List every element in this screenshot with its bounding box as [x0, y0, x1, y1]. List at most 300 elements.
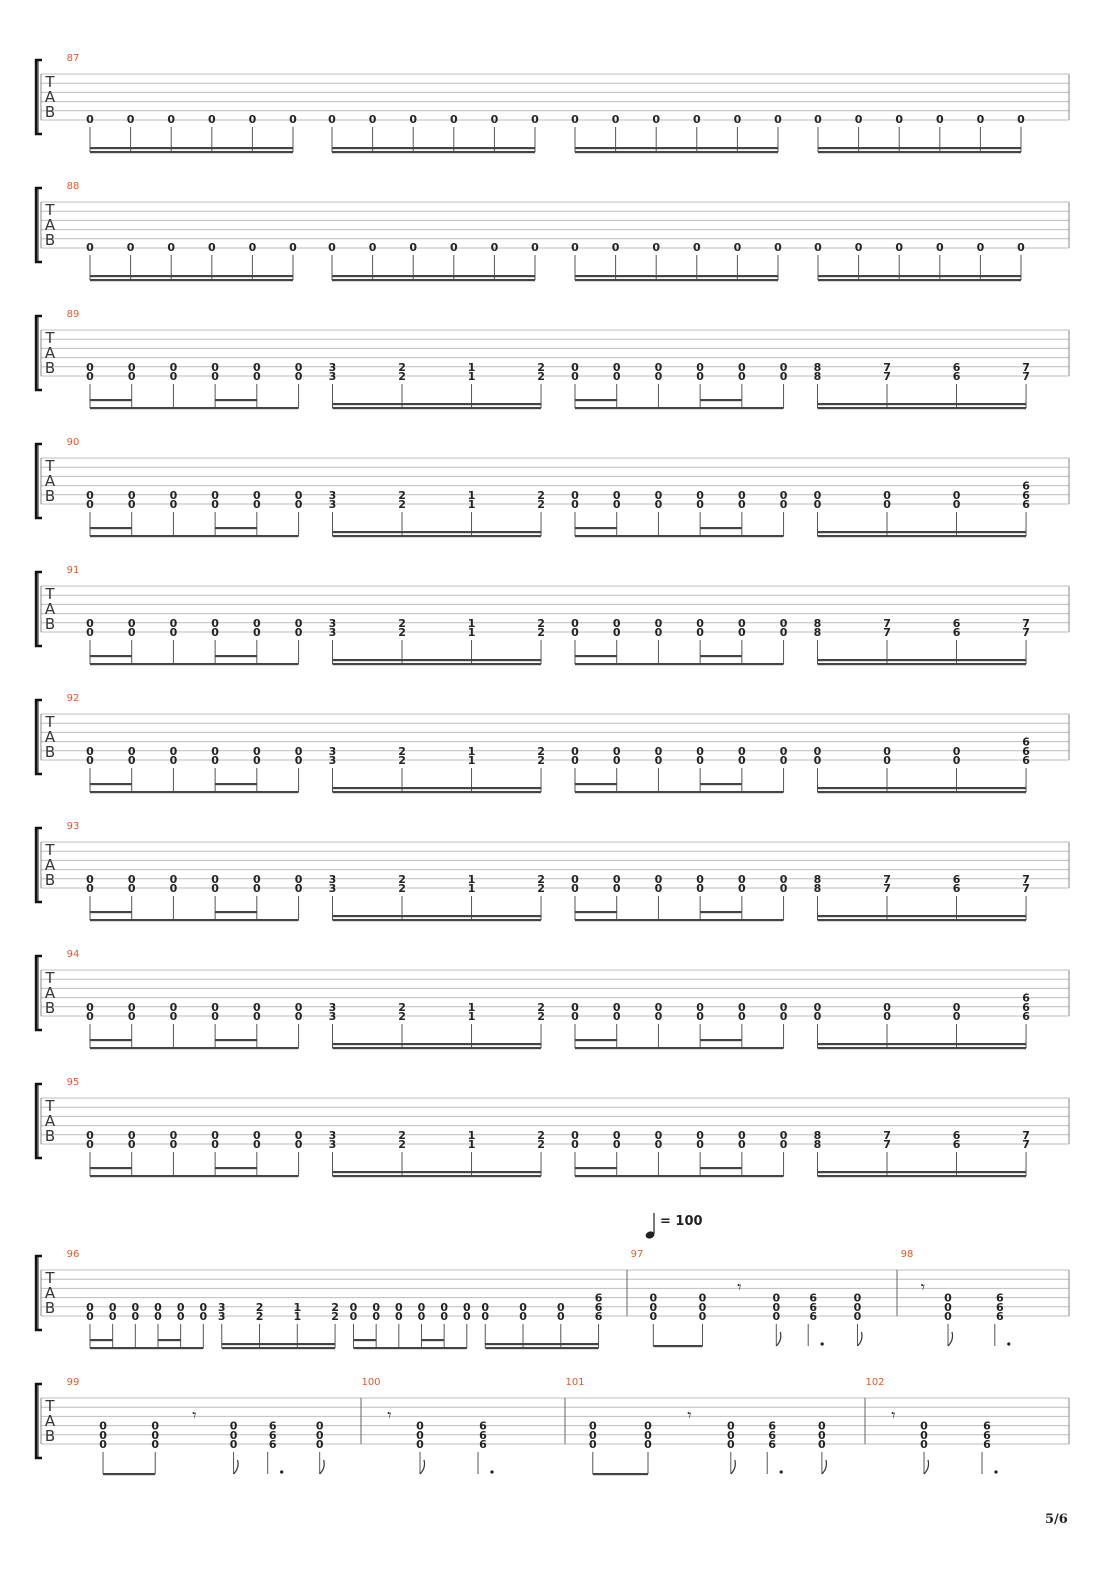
fret-number: 0: [229, 1438, 238, 1451]
fret-number: 0: [654, 744, 663, 758]
fret-number: 0: [211, 872, 219, 886]
fret-number: 0: [779, 872, 788, 886]
fret-number: 0: [696, 754, 704, 767]
fret-number: 3: [328, 1000, 337, 1014]
measure-number: 98: [900, 1249, 914, 1260]
fret-number: 0: [86, 1138, 94, 1151]
fret-number: 0: [462, 1300, 471, 1314]
fret-number: 0: [416, 1419, 424, 1433]
measure-number: 92: [66, 693, 80, 704]
fret-number: 1: [467, 1000, 476, 1014]
fret-number: 0: [417, 1310, 426, 1323]
beam: [485, 1347, 598, 1349]
fret-number: 0: [294, 616, 303, 630]
beam-secondary: [90, 655, 132, 657]
eighth-rest-icon: 𝄾: [387, 1405, 392, 1425]
tab-system: [36, 821, 1069, 921]
fret-number: 0: [654, 498, 663, 511]
tab-clef-letter-a: A: [44, 600, 56, 618]
fret-number: 0: [211, 744, 219, 758]
fret-number: 0: [86, 360, 94, 374]
fret-number: 0: [571, 241, 579, 254]
beam-secondary: [90, 399, 132, 401]
fret-number: 0: [976, 241, 985, 254]
fret-number: 0: [814, 241, 822, 254]
beam: [90, 407, 299, 409]
fret-number: 0: [698, 1300, 707, 1314]
tab-clef-letter-a: A: [44, 344, 56, 362]
fret-number: 3: [328, 370, 337, 383]
tab-system: [36, 53, 1069, 153]
tab-system: [36, 181, 1069, 281]
fret-number: 0: [207, 241, 216, 254]
fret-number: 0: [531, 113, 539, 126]
fret-number: 0: [169, 1010, 178, 1023]
fret-number: 0: [654, 360, 663, 374]
fret-number: 0: [779, 882, 788, 895]
fret-number: 0: [696, 616, 704, 630]
fret-number: 0: [253, 616, 261, 630]
fret-number: 0: [612, 1138, 621, 1151]
fret-number: 6: [268, 1419, 277, 1433]
fret-number: 6: [809, 1291, 818, 1305]
fret-number: 0: [416, 1438, 424, 1451]
fret-number: 1: [467, 872, 476, 886]
tempo-value: = 100: [660, 1214, 703, 1229]
fret-number: 0: [571, 1010, 579, 1023]
fret-number: 6: [479, 1438, 487, 1451]
beam: [818, 531, 1027, 533]
fret-number: 0: [738, 744, 746, 758]
fret-number: 1: [467, 616, 476, 630]
beam: [485, 1343, 598, 1345]
fret-number: 0: [818, 1428, 826, 1442]
fret-number: 1: [467, 744, 476, 758]
fret-number: 0: [127, 1138, 136, 1151]
fret-number: 0: [738, 1138, 746, 1151]
fret-number: 0: [440, 1300, 448, 1314]
fret-number: 0: [738, 1128, 746, 1142]
tab-clef-letter-b: B: [44, 999, 56, 1017]
note-flag: [948, 1332, 953, 1346]
fret-number: 0: [289, 113, 297, 126]
fret-number: 0: [349, 1300, 358, 1314]
fret-number: 2: [331, 1310, 339, 1323]
beam: [818, 147, 1021, 149]
beam: [818, 407, 1027, 409]
fret-number: 3: [328, 1010, 337, 1023]
fret-number: 0: [126, 113, 135, 126]
beam: [575, 151, 778, 153]
beam: [222, 1347, 335, 1349]
fret-number: 0: [649, 1291, 658, 1305]
fret-number: 0: [813, 754, 822, 767]
beam-secondary: [215, 527, 257, 529]
tab-clef-letter-a: A: [44, 1112, 56, 1130]
fret-number: 0: [253, 626, 261, 639]
fret-number: 0: [571, 626, 579, 639]
fret-number: 0: [952, 498, 961, 511]
fret-number: 0: [952, 744, 961, 758]
beam: [90, 1347, 203, 1349]
fret-number: 0: [462, 1310, 471, 1323]
measure-number: 88: [66, 181, 80, 192]
fret-number: 0: [449, 113, 458, 126]
fret-number: 0: [127, 1000, 136, 1014]
beam-secondary: [90, 783, 132, 785]
fret-number: 0: [253, 488, 261, 502]
fret-number: 0: [696, 498, 704, 511]
fret-number: 2: [255, 1310, 264, 1323]
beam: [818, 1043, 1027, 1045]
fret-number: 0: [294, 744, 303, 758]
fret-number: 0: [738, 1000, 746, 1014]
fret-number: 0: [772, 1291, 781, 1305]
fret-number: 0: [696, 360, 704, 374]
fret-number: 0: [571, 872, 579, 886]
fret-number: 0: [253, 1010, 261, 1023]
beam: [332, 151, 535, 153]
fret-number: 0: [211, 626, 219, 639]
beam: [593, 1473, 648, 1475]
fret-number: 0: [738, 1010, 746, 1023]
fret-number: 0: [86, 370, 94, 383]
measure-number: 89: [66, 309, 80, 320]
fret-number: 0: [99, 1438, 107, 1451]
fret-number: 0: [86, 1310, 94, 1323]
fret-number: 0: [738, 626, 746, 639]
fret-number: 0: [952, 1000, 961, 1014]
fret-number: 0: [127, 1128, 136, 1142]
fret-number: 0: [253, 882, 261, 895]
fret-number: 0: [813, 744, 822, 758]
beam-secondary: [90, 1339, 113, 1341]
fret-number: 0: [394, 1310, 403, 1323]
tempo-marking: [645, 1213, 703, 1240]
fret-number: 0: [154, 1310, 162, 1323]
beam: [90, 275, 293, 277]
fret-number: 0: [154, 1300, 162, 1314]
fret-number: 0: [733, 241, 742, 254]
beam: [575, 279, 778, 281]
fret-number: 0: [1017, 113, 1025, 126]
beam: [332, 275, 535, 277]
fret-number: 6: [809, 1300, 818, 1314]
tab-clef-letter-a: A: [44, 1412, 56, 1430]
fret-number: 6: [1022, 754, 1030, 767]
fret-number: 0: [556, 1300, 565, 1314]
fret-number: 0: [654, 1128, 663, 1142]
beam: [354, 1347, 467, 1349]
fret-number: 0: [169, 882, 178, 895]
beam: [575, 663, 784, 665]
beam-secondary: [158, 1339, 181, 1341]
fret-number: 0: [519, 1300, 527, 1314]
beam: [575, 535, 784, 537]
beam-secondary: [575, 783, 617, 785]
fret-number: 0: [127, 882, 136, 895]
fret-number: 2: [398, 498, 406, 511]
fret-number: 0: [169, 1138, 178, 1151]
fret-number: 0: [176, 1300, 185, 1314]
fret-number: 0: [779, 1010, 788, 1023]
measure-number: 97: [630, 1249, 644, 1260]
fret-number: 3: [328, 488, 337, 502]
fret-number: 0: [738, 616, 746, 630]
fret-number: 0: [654, 882, 663, 895]
fret-number: 3: [328, 626, 337, 639]
fret-number: 8: [813, 360, 822, 374]
dot-icon: [490, 1470, 493, 1473]
fret-number: 0: [612, 744, 621, 758]
fret-number: 0: [779, 616, 788, 630]
fret-number: 7: [1022, 616, 1030, 630]
fret-number: 3: [328, 872, 337, 886]
fret-number: 2: [398, 872, 406, 886]
fret-number: 6: [479, 1419, 487, 1433]
fret-number: 0: [726, 1419, 735, 1433]
fret-number: 0: [644, 1419, 652, 1433]
beam-secondary: [421, 1339, 444, 1341]
fret-number: 0: [692, 241, 701, 254]
fret-number: 0: [86, 1300, 94, 1314]
measure-number: 87: [66, 53, 80, 64]
tab-clef-letter-b: B: [44, 487, 56, 505]
fret-number: 0: [294, 370, 303, 383]
measure-number: 93: [66, 821, 80, 832]
fret-number: 0: [294, 360, 303, 374]
fret-number: 6: [1022, 1000, 1030, 1014]
beam: [575, 791, 784, 793]
fret-number: 6: [1022, 991, 1030, 1005]
fret-number: 0: [738, 360, 746, 374]
fret-number: 0: [698, 1291, 707, 1305]
fret-number: 0: [409, 113, 418, 126]
beam: [222, 1343, 335, 1345]
fret-number: 0: [774, 113, 782, 126]
fret-number: 0: [127, 744, 136, 758]
fret-number: 7: [1022, 1128, 1030, 1142]
fret-number: 6: [952, 872, 961, 886]
fret-number: 0: [612, 488, 621, 502]
tab-clef-letter-b: B: [44, 615, 56, 633]
fret-number: 0: [169, 744, 178, 758]
fret-number: 3: [328, 744, 337, 758]
fret-number: 7: [883, 616, 891, 630]
fret-number: 0: [176, 1310, 185, 1323]
fret-number: 0: [895, 113, 904, 126]
fret-number: 0: [368, 241, 377, 254]
dot-icon: [821, 1342, 824, 1345]
fret-number: 6: [952, 1128, 961, 1142]
fret-number: 0: [127, 872, 136, 886]
fret-number: 0: [289, 241, 297, 254]
fret-number: 0: [883, 1010, 891, 1023]
fret-number: 0: [696, 626, 704, 639]
fret-number: 0: [86, 872, 94, 886]
fret-number: 0: [952, 488, 961, 502]
fret-number: 0: [211, 1128, 219, 1142]
fret-number: 0: [294, 882, 303, 895]
fret-number: 0: [738, 882, 746, 895]
beam: [333, 663, 542, 665]
fret-number: 6: [983, 1419, 991, 1433]
fret-number: 0: [644, 1438, 652, 1451]
fret-number: 0: [779, 488, 788, 502]
tab-system: [36, 1077, 1069, 1177]
fret-number: 0: [774, 241, 782, 254]
fret-number: 0: [696, 1000, 704, 1014]
beam: [575, 147, 778, 149]
fret-number: 0: [571, 1138, 579, 1151]
beam: [818, 787, 1027, 789]
tab-system: [36, 1377, 1069, 1475]
fret-number: 0: [490, 113, 499, 126]
fret-number: 0: [818, 1438, 826, 1451]
fret-number: 0: [368, 113, 377, 126]
fret-number: 0: [654, 626, 663, 639]
fret-number: 0: [883, 744, 891, 758]
tab-clef-letter-t: T: [45, 329, 55, 347]
note-flag: [822, 1460, 827, 1474]
fret-number: 6: [594, 1300, 603, 1314]
fret-number: 0: [86, 1000, 94, 1014]
fret-number: 0: [654, 488, 663, 502]
beam: [333, 659, 542, 661]
fret-number: 0: [779, 498, 788, 511]
fret-number: 2: [398, 616, 406, 630]
eighth-rest-icon: 𝄾: [687, 1405, 692, 1425]
fret-number: 0: [814, 113, 822, 126]
fret-number: 0: [86, 1128, 94, 1142]
tab-clef-letter-b: B: [44, 231, 56, 249]
beam: [333, 1171, 542, 1173]
beam-secondary: [575, 1167, 617, 1169]
quarter-note-icon: [645, 1213, 656, 1240]
fret-number: 3: [328, 754, 337, 767]
fret-number: 0: [654, 754, 663, 767]
beam: [818, 1047, 1027, 1049]
fret-number: 0: [169, 754, 178, 767]
fret-number: 2: [537, 754, 545, 767]
tab-clef-letter-t: T: [45, 713, 55, 731]
fret-number: 2: [398, 370, 406, 383]
beam: [818, 659, 1027, 661]
fret-number: 0: [649, 1300, 658, 1314]
fret-number: 0: [611, 113, 620, 126]
fret-number: 7: [883, 370, 891, 383]
measure-number: 99: [66, 1377, 80, 1388]
beam: [103, 1473, 155, 1475]
fret-number: 2: [398, 882, 406, 895]
fret-number: 0: [294, 626, 303, 639]
fret-number: 2: [537, 360, 545, 374]
fret-number: 0: [654, 1010, 663, 1023]
fret-number: 7: [1022, 370, 1030, 383]
fret-number: 0: [409, 241, 418, 254]
fret-number: 0: [211, 882, 219, 895]
fret-number: 3: [328, 1128, 337, 1142]
fret-number: 0: [211, 754, 219, 767]
fret-number: 0: [169, 1128, 178, 1142]
fret-number: 8: [813, 1138, 822, 1151]
fret-number: 0: [738, 498, 746, 511]
fret-number: 7: [1022, 872, 1030, 886]
beam-secondary: [575, 911, 617, 913]
beam-secondary: [354, 1339, 377, 1341]
fret-number: 0: [449, 241, 458, 254]
fret-number: 0: [131, 1310, 140, 1323]
fret-number: 0: [779, 1138, 788, 1151]
fret-number: 0: [167, 241, 176, 254]
beam: [818, 915, 1027, 917]
beam: [818, 279, 1021, 281]
fret-number: 0: [895, 241, 904, 254]
fret-number: 0: [883, 1000, 891, 1014]
fret-number: 6: [952, 1138, 961, 1151]
beam: [575, 1175, 784, 1177]
fret-number: 0: [328, 241, 336, 254]
beam: [818, 403, 1027, 405]
dot-icon: [994, 1470, 997, 1473]
fret-number: 0: [696, 744, 704, 758]
fret-number: 0: [952, 754, 961, 767]
fret-number: 0: [169, 488, 178, 502]
fret-number: 6: [995, 1300, 1004, 1314]
tab-clef-letter-a: A: [44, 472, 56, 490]
fret-number: 2: [398, 488, 406, 502]
fret-number: 7: [1022, 882, 1030, 895]
fret-number: 1: [293, 1310, 302, 1323]
eighth-rest-icon: 𝄾: [891, 1405, 896, 1425]
tab-clef-letter-b: B: [44, 1127, 56, 1145]
beam-secondary: [575, 399, 617, 401]
fret-number: 1: [467, 626, 476, 639]
fret-number: 0: [86, 498, 94, 511]
fret-number: 0: [211, 498, 219, 511]
fret-number: 0: [652, 113, 661, 126]
fret-number: 2: [537, 1128, 545, 1142]
fret-number: 0: [108, 1310, 117, 1323]
beam: [333, 915, 542, 917]
fret-number: 6: [952, 882, 961, 895]
measure-number: 100: [361, 1377, 381, 1388]
fret-number: 6: [995, 1291, 1004, 1305]
beam-secondary: [215, 399, 257, 401]
beam: [333, 1043, 542, 1045]
note-flag: [857, 1332, 862, 1346]
fret-number: 7: [883, 626, 891, 639]
fret-number: 0: [349, 1310, 358, 1323]
fret-number: 0: [199, 1300, 208, 1314]
measure-number: 102: [865, 1377, 885, 1388]
tab-system: [36, 565, 1069, 665]
fret-number: 8: [813, 616, 822, 630]
fret-number: 8: [813, 882, 822, 895]
beam: [333, 403, 542, 405]
measure-number: 101: [565, 1377, 585, 1388]
beam: [818, 791, 1027, 793]
beam-secondary: [575, 1039, 617, 1041]
tab-clef-letter-b: B: [44, 743, 56, 761]
fret-number: 0: [253, 498, 261, 511]
fret-number: 0: [692, 113, 701, 126]
fret-number: 0: [612, 754, 621, 767]
fret-number: 0: [169, 498, 178, 511]
fret-number: 0: [211, 370, 219, 383]
fret-number: 0: [920, 1419, 928, 1433]
note-flag: [776, 1332, 781, 1346]
